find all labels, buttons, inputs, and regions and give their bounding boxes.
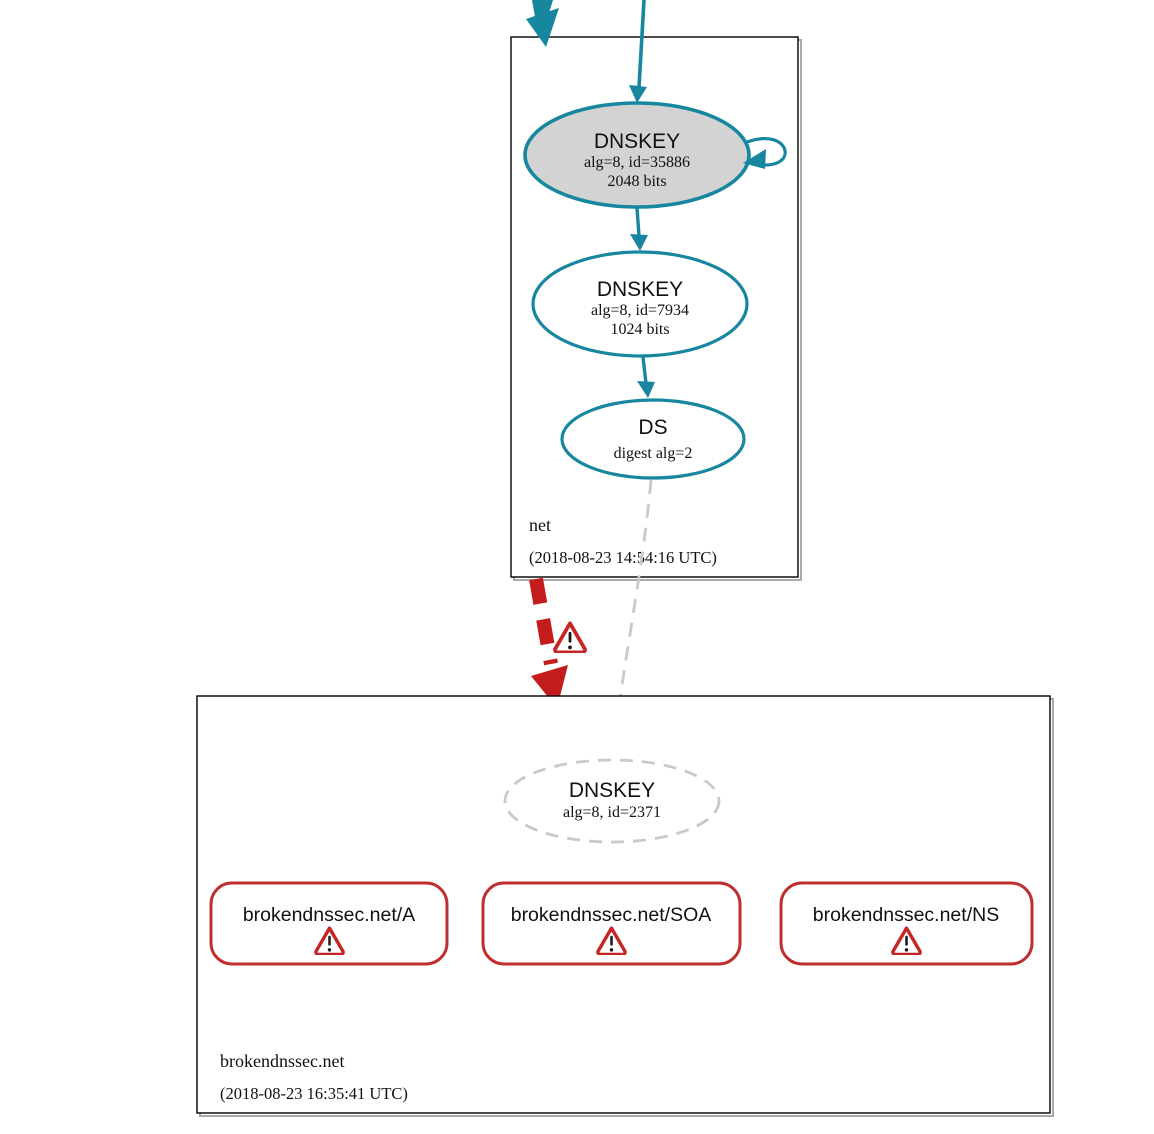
zsk-size: 1024 bits bbox=[610, 321, 670, 338]
ksk-title: DNSKEY bbox=[593, 130, 681, 153]
rrset-soa-label: brokendnssec.net/SOA bbox=[510, 904, 712, 926]
ksk-params: alg=8, id=35886 bbox=[583, 154, 691, 171]
zone-net-label: net bbox=[529, 515, 551, 535]
insecure-dnskey-title: DNSKEY bbox=[568, 779, 656, 802]
ds-params: digest alg=2 bbox=[613, 445, 693, 462]
rrset-ns-label: brokendnssec.net/NS bbox=[812, 904, 1000, 926]
zone-broken-timestamp: (2018-08-23 16:35:41 UTC) bbox=[220, 1084, 408, 1103]
zone-brokendnssec bbox=[197, 696, 1053, 1116]
rrset-a-label: brokendnssec.net/A bbox=[242, 904, 416, 926]
zone-broken-label: brokendnssec.net bbox=[220, 1051, 345, 1071]
insecure-dnskey-params: alg=8, id=2371 bbox=[562, 804, 662, 821]
zone-net bbox=[511, 0, 801, 580]
zsk-params: alg=8, id=7934 bbox=[590, 302, 690, 319]
dnskey-insecure-node[interactable] bbox=[505, 760, 719, 842]
dnskey-zsk-node[interactable] bbox=[533, 252, 747, 356]
zsk-title: DNSKEY bbox=[596, 278, 684, 301]
ksk-size: 2048 bits bbox=[607, 173, 667, 190]
zone-net-timestamp: (2018-08-23 14:54:16 UTC) bbox=[529, 548, 717, 567]
warning-icon[interactable] bbox=[555, 623, 585, 652]
ds-node[interactable] bbox=[562, 400, 744, 478]
rrset-node-a[interactable] bbox=[211, 883, 447, 964]
rrset-node-ns[interactable] bbox=[781, 883, 1032, 964]
rrset-node-soa[interactable] bbox=[483, 883, 740, 964]
ds-title: DS bbox=[638, 416, 668, 439]
